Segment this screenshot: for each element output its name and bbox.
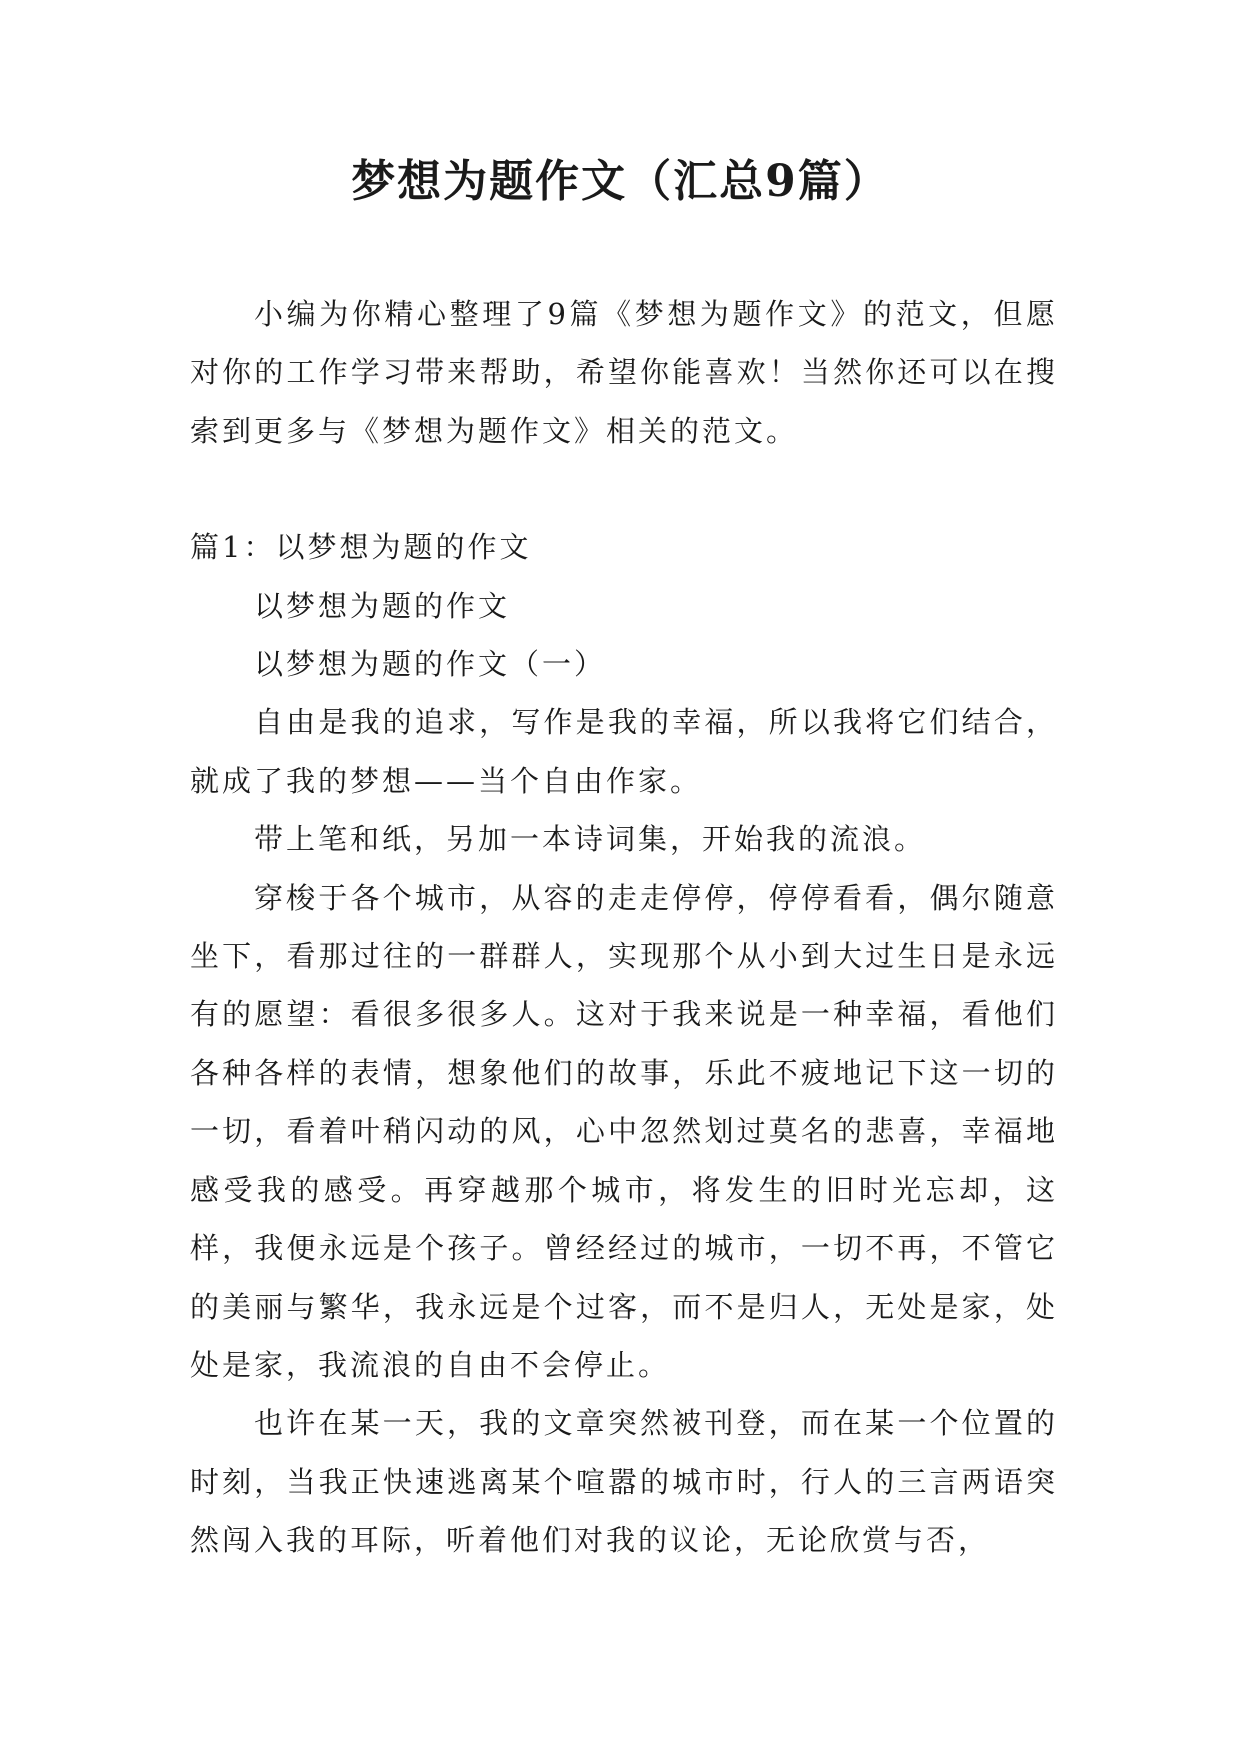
body-paragraph: 也许在某一天，我的文章突然被刊登，而在某一个位置的时刻，当我正快速逃离某个喧嚣的城市时，行人的三言两语突然闯入我的耳际，听着他们对我的议论，无论欣赏与否， — [190, 1406, 1058, 1558]
document-title: 梦想为题作文（汇总9篇） — [351, 156, 890, 207]
body-paragraph: 穿梭于各个城市，从容的走走停停，停停看看，偶尔随意坐下，看那过往的一群群人，实现那个从小到大过生日是永远有的愿望：看很多很多人。这对于我来说是一种幸福，看他们各种各样的表情，想象他们的故事，乐此不疲地记下这一切的一切，看着叶稍闪动的风，心中忽然划过莫名的悲喜，幸福地感受我的感受。再穿越那个城市，将发生的旧时光忘却，这样，我便永远是个孩子。曾经经过的城市，一切不再，不管它的美丽与繁华，我永远是个过客，而不是归人，无处是家，处处是家，我流浪的自由不会停止。 — [190, 880, 1058, 1382]
body-paragraph: 带上笔和纸，另加一本诗词集，开始我的流浪。 — [254, 822, 927, 857]
section-subtitle: 以梦想为题的作文 — [254, 588, 511, 623]
section-heading: 篇1：以梦想为题的作文 — [190, 530, 532, 565]
intro-paragraph: 小编为你精心整理了9篇《梦想为题作文》的范文，但愿对你的工作学习带来帮助，希望你能喜欢！当然你还可以在搜索到更多与《梦想为题作文》相关的范文。 — [190, 297, 1058, 448]
part-title: 以梦想为题的作文（一） — [254, 647, 607, 682]
body-paragraph: 自由是我的追求，写作是我的幸福，所以我将它们结合，就成了我的梦想——当个自由作家。 — [190, 705, 1058, 798]
document-body — [190, 285, 1058, 1570]
